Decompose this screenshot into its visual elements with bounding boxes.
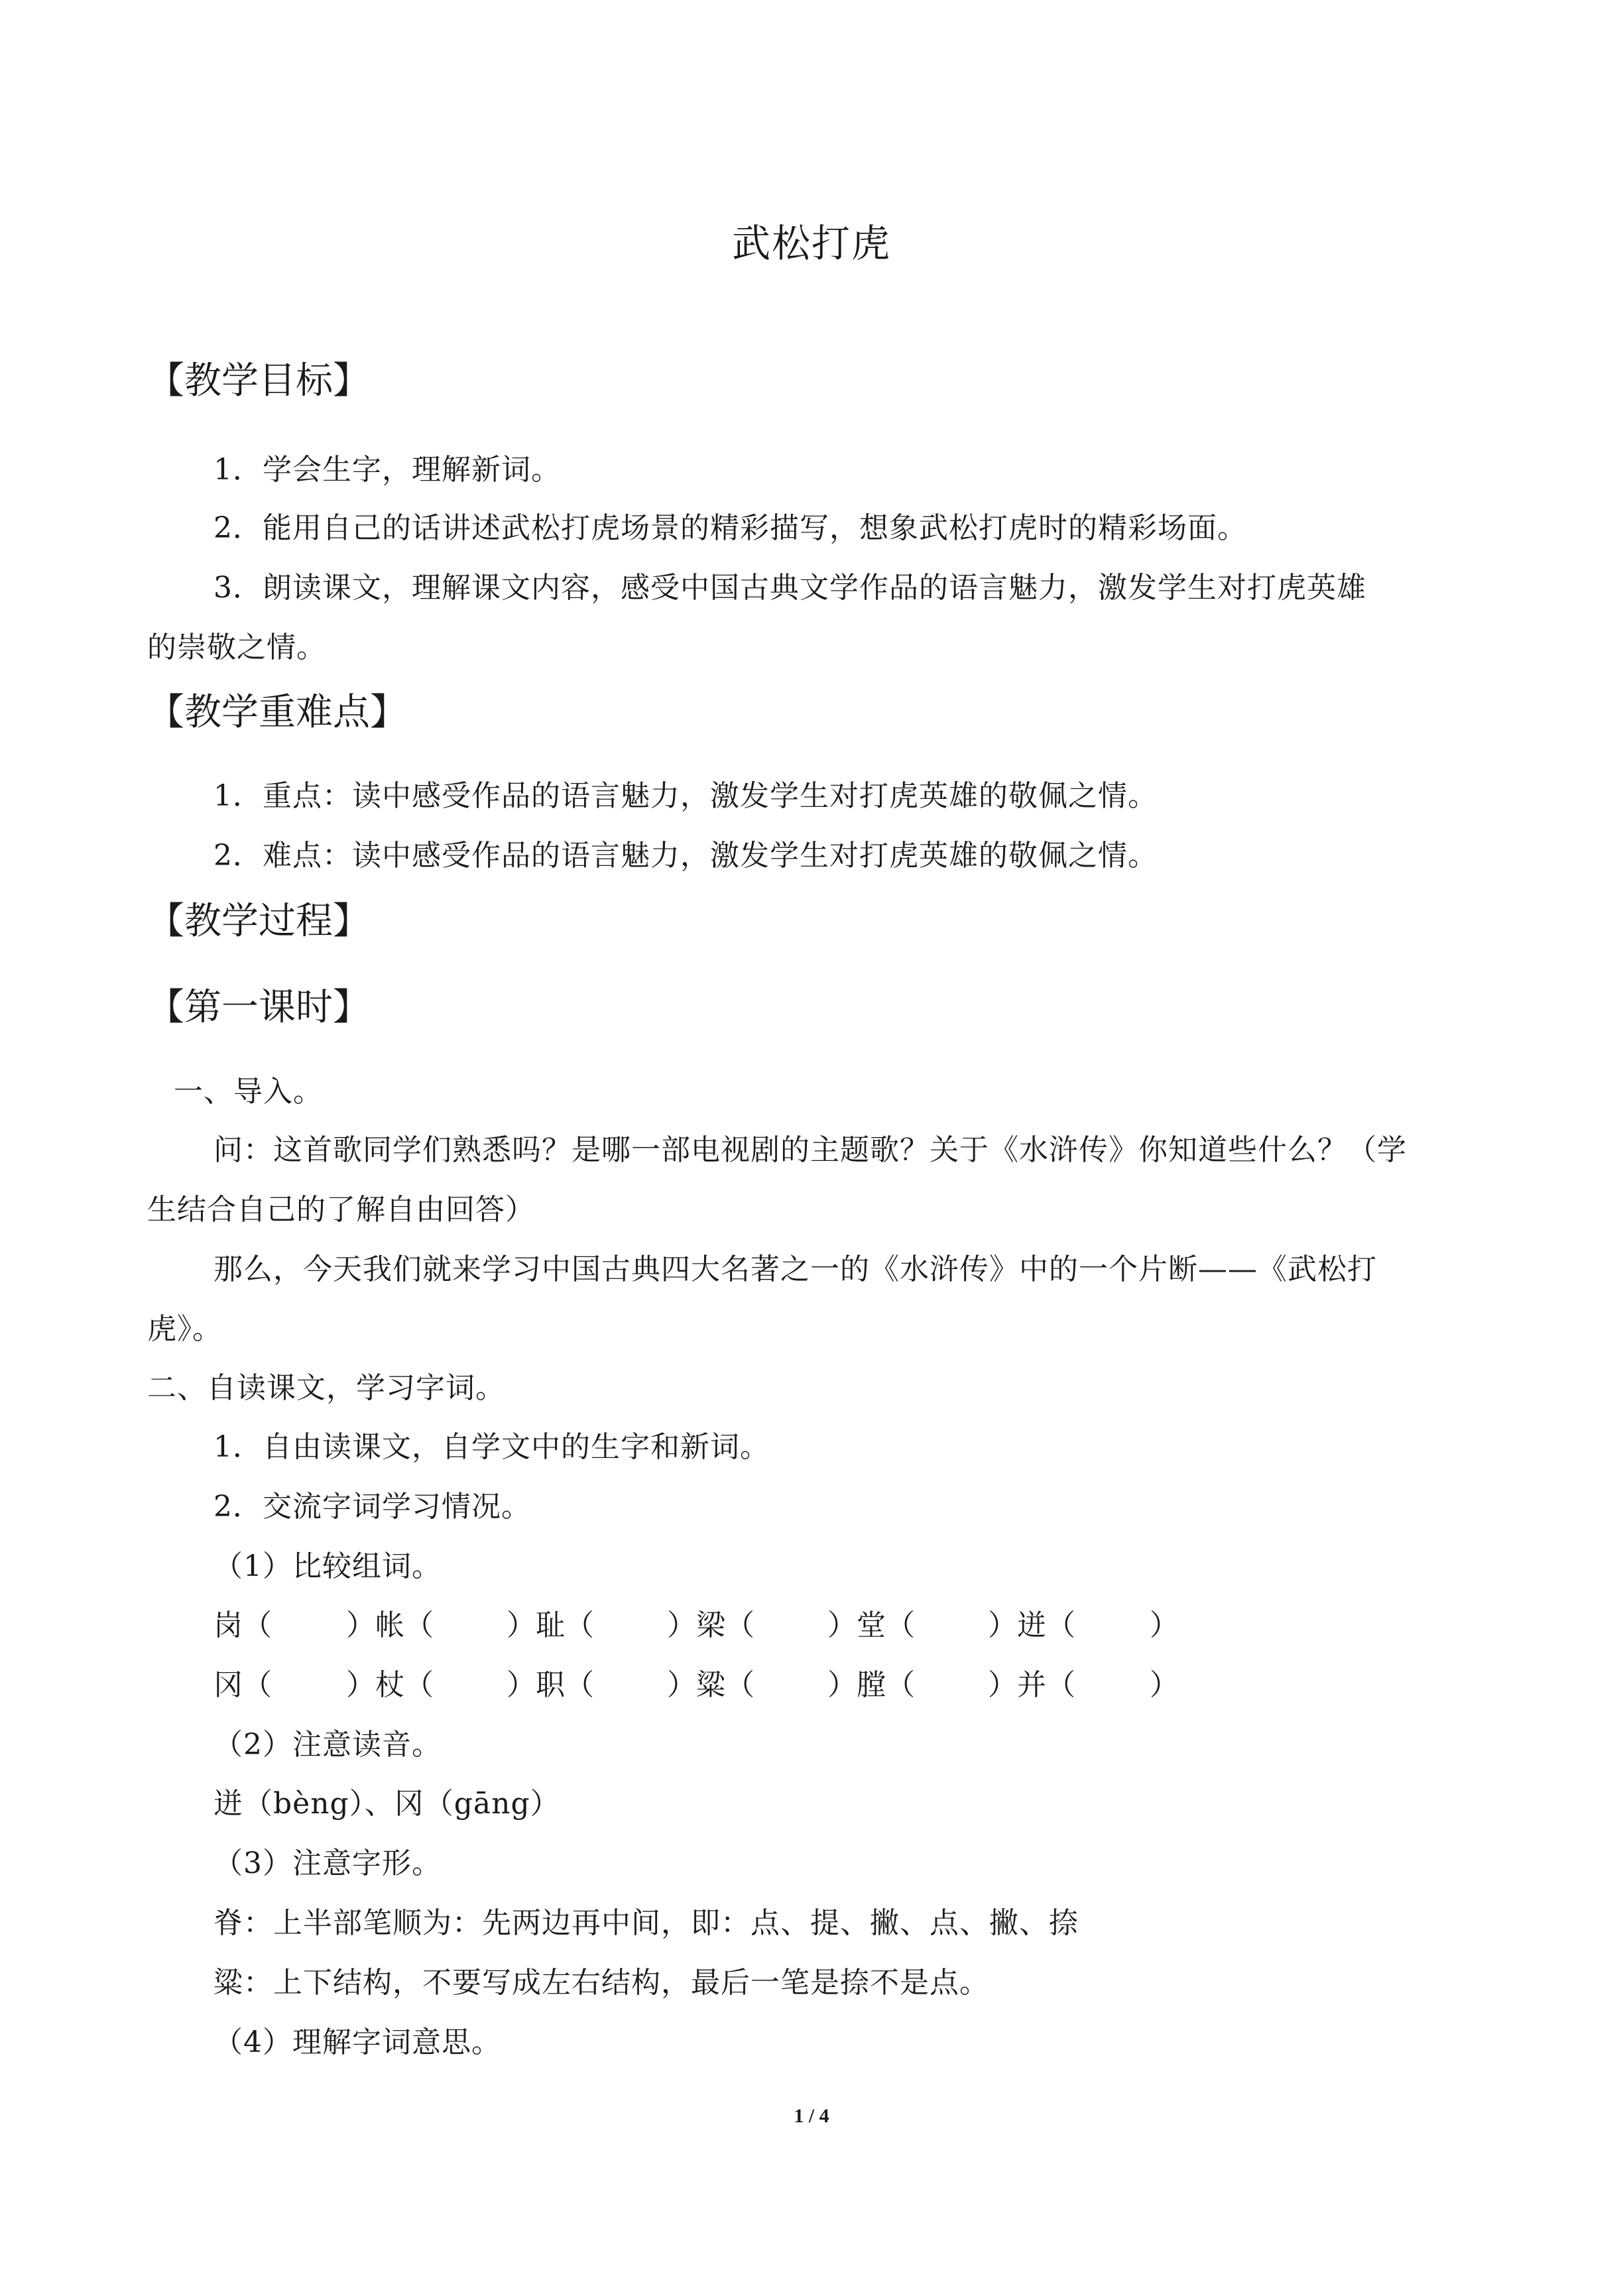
compare-row1-cell: ）耻（ [507, 1608, 594, 1642]
heading-first-lesson: 【第一课时】 [147, 986, 370, 1029]
compare-row2-cell: 冈（ [213, 1668, 272, 1702]
compare-row1-cell: ）帐（ [346, 1608, 434, 1642]
goal-2: 2．能用自己的话讲述武松打虎场景的精彩描写，想象武松打虎时的精彩场面。 [213, 511, 1247, 545]
compare-row1-cell: ） [1150, 1608, 1179, 1642]
compare-heading: （1）比较组词。 [213, 1549, 442, 1583]
step-1: 1．自由读课文，自学文中的生字和新词。 [213, 1430, 770, 1464]
heading-teaching-goals: 【教学目标】 [147, 359, 370, 402]
compare-row1-cell: ）梁（ [667, 1608, 754, 1642]
intro-text-line-1: 那么，今天我们就来学习中国古典四大名著之一的《水浒传》中的一个片断——《武松打 [213, 1252, 1377, 1286]
question-line-2: 生结合自己的了解自由回答） [147, 1193, 535, 1227]
question-line-1: 问：这首歌同学们熟悉吗？是哪一部电视剧的主题歌？关于《水浒传》你知道些什么？（学 [213, 1133, 1407, 1167]
key-point-1: 1．重点：读中感受作品的语言魅力，激发学生对打虎英雄的敬佩之情。 [213, 779, 1158, 813]
heading-key-points: 【教学重难点】 [147, 691, 407, 734]
page-number: 1 / 4 [794, 2105, 829, 2127]
intro-text-line-2: 虎》。 [147, 1312, 222, 1346]
goal-3-line-1: 3．朗读课文，理解课文内容，感受中国古典文学作品的语言魅力，激发学生对打虎英雄 [213, 571, 1366, 605]
compare-row2-cell: ）职（ [507, 1668, 594, 1702]
heading-teaching-process: 【教学过程】 [147, 900, 370, 943]
pronunciation-line: 迸（bèng）、冈（gāng） [213, 1787, 560, 1821]
step-2: 2．交流字词学习情况。 [213, 1490, 531, 1524]
goal-1: 1．学会生字，理解新词。 [213, 453, 561, 487]
document-title: 武松打虎 [731, 221, 891, 266]
compare-row1-cell: 岗（ [213, 1608, 272, 1642]
compare-row2-cell: ）膛（ [827, 1668, 915, 1702]
meaning-heading: （4）理解字词意思。 [213, 2025, 501, 2059]
compare-row2-cell: ）并（ [988, 1668, 1075, 1702]
compare-row2-cell: ） [1150, 1668, 1179, 1702]
form-heading: （3）注意字形。 [213, 1846, 442, 1880]
self-read-heading: 二、自读课文，学习字词。 [147, 1371, 505, 1405]
key-point-2: 2．难点：读中感受作品的语言魅力，激发学生对打虎英雄的敬佩之情。 [213, 839, 1158, 873]
compare-row2-cell: ）粱（ [667, 1668, 754, 1702]
intro-heading: 一、导入。 [174, 1075, 323, 1109]
form-note-2: 粱：上下结构，不要写成左右结构，最后一笔是捺不是点。 [213, 1966, 989, 2000]
form-note-1: 脊：上半部笔顺为：先两边再中间，即：点、提、撇、点、撇、捺 [213, 1906, 1079, 1940]
pronunciation-heading: （2）注意读音。 [213, 1728, 442, 1762]
compare-row2-cell: ）杖（ [346, 1668, 434, 1702]
goal-3-line-2: 的崇敬之情。 [147, 631, 326, 664]
compare-row1-cell: ）迸（ [988, 1608, 1075, 1642]
compare-row1-cell: ）堂（ [827, 1608, 915, 1642]
